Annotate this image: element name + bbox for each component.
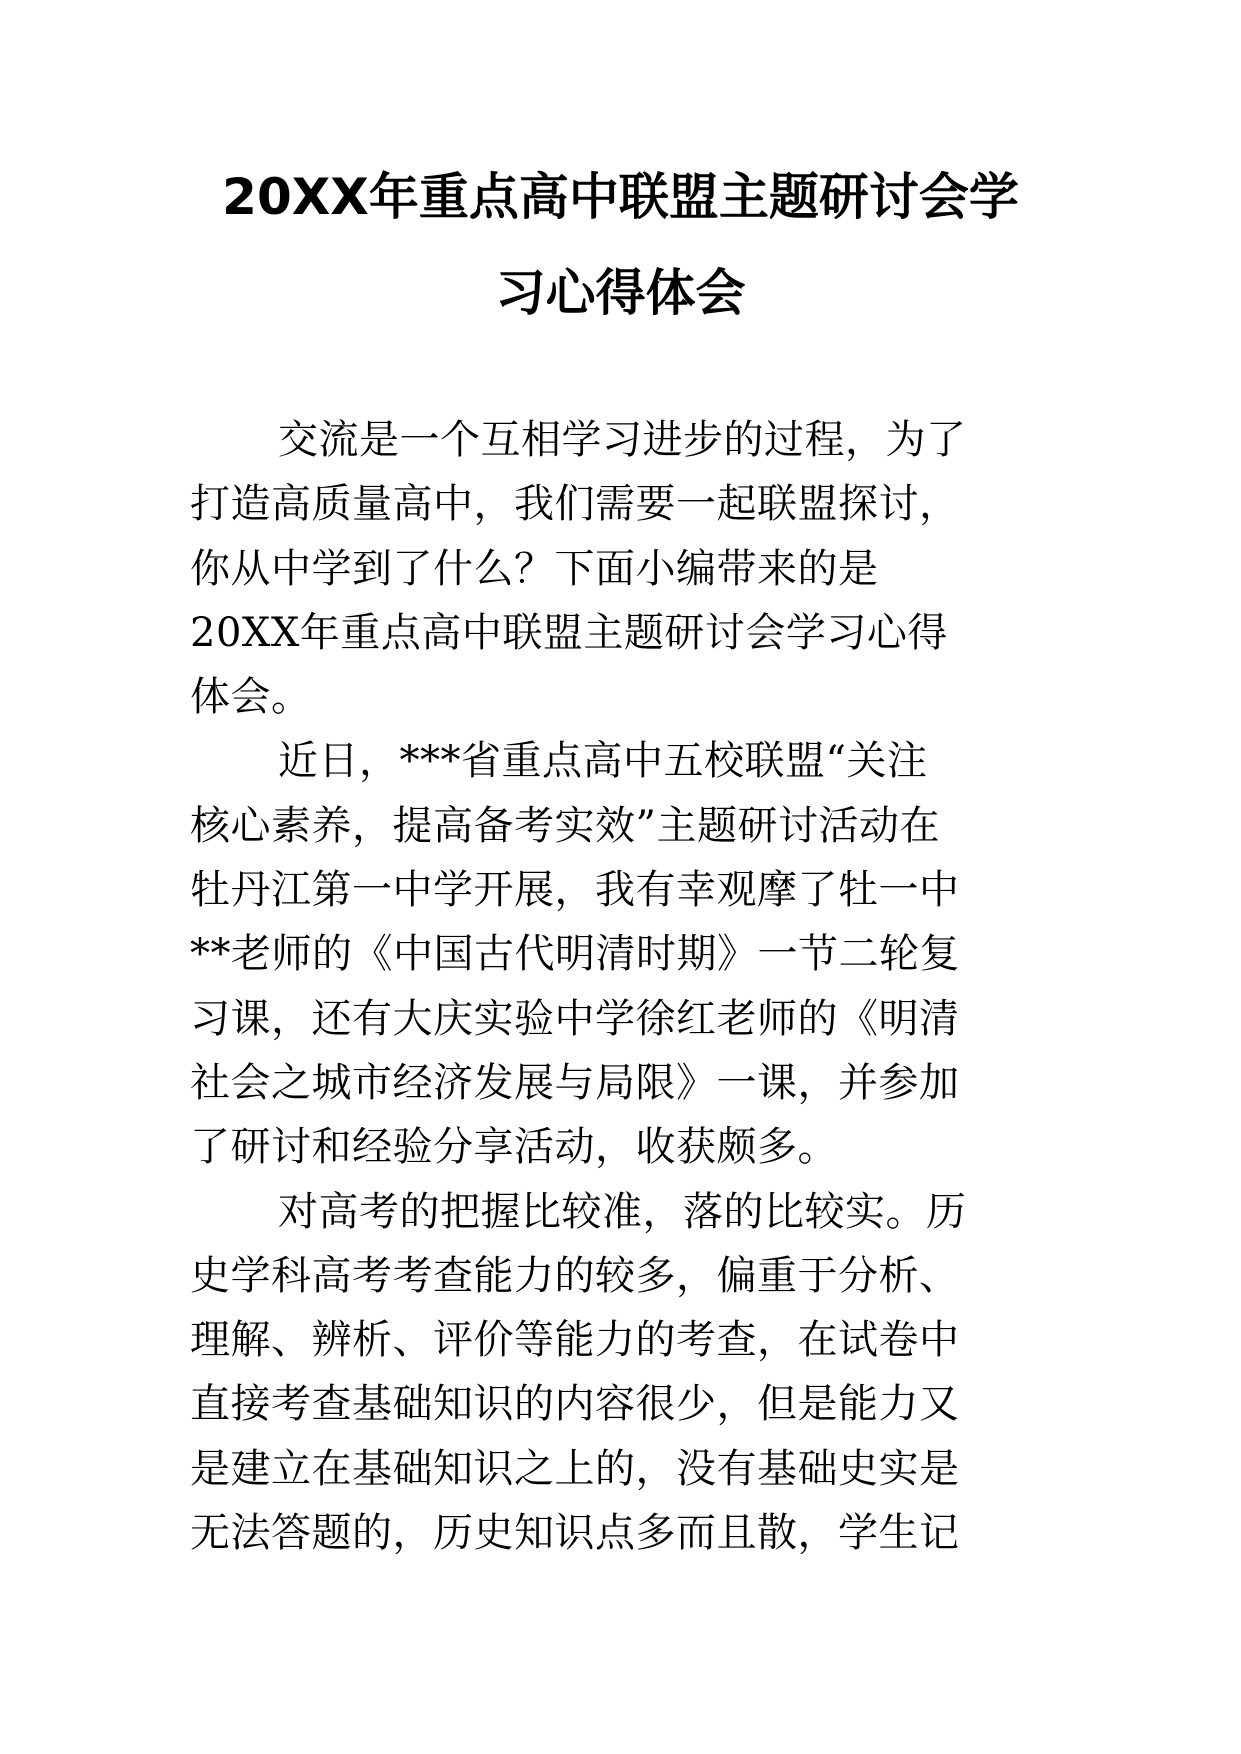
- paragraph-line: 体会。: [190, 674, 312, 721]
- document-body: [190, 408, 1110, 1565]
- paragraph-line: 无法答题的，历史知识点多而且散，学生记: [190, 1510, 960, 1557]
- paragraph-line: 了研讨和经验分享活动，收获颇多。: [190, 1124, 838, 1171]
- paragraph-line: 理解、辨析、评价等能力的考查，在试卷中: [190, 1317, 960, 1364]
- paragraph-line: 习课，还有大庆实验中学徐红老师的《明清: [190, 995, 960, 1042]
- paragraph-line: 史学科高考考查能力的较多，偏重于分析、: [190, 1252, 960, 1299]
- paragraph-line: 近日，***省重点高中五校联盟“关注: [278, 738, 928, 785]
- paragraph-line: 20XX年重点高中联盟主题研讨会学习心得: [190, 609, 948, 656]
- paragraph-2: [190, 729, 1110, 1179]
- paragraph-3: [190, 1180, 1110, 1566]
- paragraph-line: 你从中学到了什么？下面小编带来的是: [190, 545, 879, 592]
- paragraph-line: 社会之城市经济发展与局限》一课，并参加: [190, 1059, 960, 1106]
- paragraph-line: **老师的《中国古代明清时期》一节二轮复: [190, 931, 960, 978]
- paragraph-line: 核心素养，提高备考实效”主题研讨活动在: [190, 802, 940, 849]
- paragraph-line: 打造高质量高中，我们需要一起联盟探讨，: [190, 481, 960, 528]
- document-title-line-2: 习心得体会: [495, 264, 746, 322]
- paragraph-line: 是建立在基础知识之上的，没有基础史实是: [190, 1445, 960, 1492]
- paragraph-line: 对高考的把握比较准，落的比较实。历: [278, 1188, 967, 1235]
- paragraph-line: 直接考查基础知识的内容很少，但是能力又: [190, 1381, 960, 1428]
- document-title-line-1: 20XX年重点高中联盟主题研讨会学: [222, 168, 1019, 226]
- paragraph-line: 牡丹江第一中学开展，我有幸观摩了牡一中: [190, 867, 960, 914]
- paragraph-1: [190, 408, 1110, 729]
- paragraph-line: 交流是一个互相学习进步的过程，为了: [278, 417, 967, 463]
